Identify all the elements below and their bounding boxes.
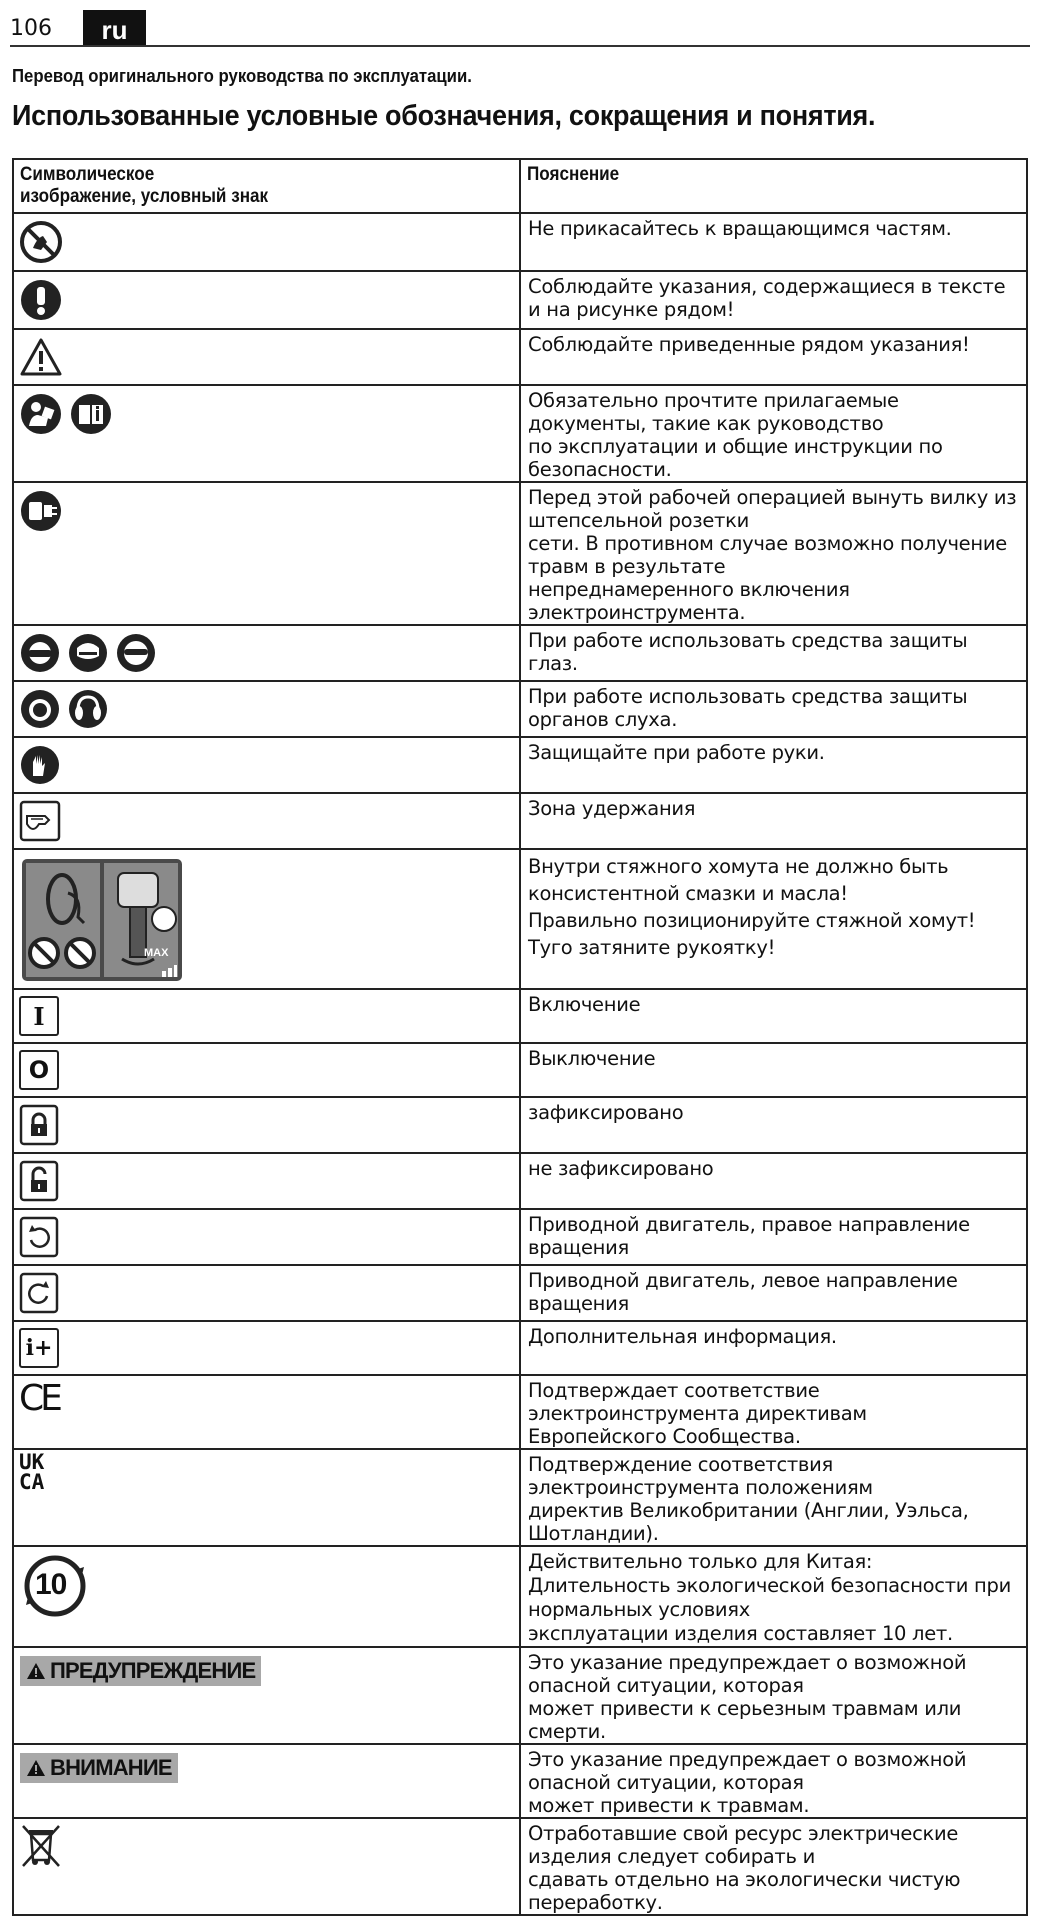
gloves-icon <box>19 744 61 786</box>
read-manual-person-icon <box>19 392 63 436</box>
eye-protection-shield-icon <box>67 632 109 674</box>
header-rule <box>10 45 1030 47</box>
max-label: MAX <box>144 947 169 959</box>
caution-banner: ВНИМАНИЕ <box>20 1753 178 1783</box>
warning-triangle-small-icon <box>26 1662 46 1680</box>
table-row: Приводной двигатель, правое направление вращения <box>13 1209 1027 1265</box>
info-icon: i+ <box>19 1328 59 1368</box>
weee-bin-icon <box>19 1822 63 1868</box>
table-row: Соблюдайте приведенные рядом указания! <box>13 329 1027 385</box>
table-row: Приводной двигатель, левое направление вращения <box>13 1265 1027 1321</box>
language-badge: ru <box>83 10 146 47</box>
table-row: UK CA Подтверждение соответствия электроинструмента положениям директив Великобритании (Англии, Уэльса, Шотландии). <box>13 1449 1027 1546</box>
column-header-explanation: Пояснение <box>520 159 1027 213</box>
column-header-symbol: Символическое изображение, условный знак <box>13 159 520 213</box>
table-row: MAX Внутри стяжного хомута не должно быть консистентной смазки и масла! Правильно позиционируйте стяжной хомут! Туго затяните рукоятку! <box>13 849 1027 989</box>
table-row: Не прикасайтесь к вращающимся частям. <box>13 213 1027 271</box>
symbols-table <box>12 158 1028 1916</box>
warning-banner: ПРЕДУПРЕЖДЕНИЕ <box>20 1656 261 1686</box>
clamp-collar-icon <box>22 859 182 981</box>
read-manual-icon <box>69 392 113 436</box>
table-row: 10 Действительно только для Китая: Длительность экологической безопасности при нормальных условиях эксплуатации изделия составляет 10 лет. <box>13 1546 1027 1647</box>
grip-zone-icon <box>19 800 61 842</box>
eye-protection-goggles-icon <box>19 632 61 674</box>
table-row: ВНИМАНИЕ Это указание предупреждает о возможной опасной ситуации, которая может привести к травмам. <box>13 1744 1027 1818</box>
table-row: Отработавшие свой ресурс электрические изделия следует собирать и сдавать отдельно на экологически чистую переработку. <box>13 1818 1027 1915</box>
table-row: не зафиксировано <box>13 1153 1027 1209</box>
warning-triangle-icon <box>19 336 63 378</box>
table-row: i+ Дополнительная информация. <box>13 1321 1027 1375</box>
document-subtitle: Перевод оригинального руководства по эксплуатации. <box>12 66 472 86</box>
lock-closed-icon <box>19 1104 59 1146</box>
china-10-years-label: 10 <box>35 1568 67 1601</box>
section-title: Использованные условные обозначения, сокращения и понятия. <box>12 100 876 132</box>
rotation-left-icon <box>19 1272 59 1314</box>
table-row: Защищайте при работе руки. <box>13 737 1027 793</box>
eye-protection-glasses-icon <box>115 632 157 674</box>
table-row: Перед этой рабочей операцией вынуть вилку из штепсельной розетки сети. В противном случае возможно получение травм в результате непреднамеренного включения электроинструмента. <box>13 482 1027 625</box>
table-row: Обязательно прочтите прилагаемые документы, такие как руководство по эксплуатации и общие инструкции по безопасности. <box>13 385 1027 482</box>
page-number: 106 <box>10 16 52 41</box>
lock-open-icon <box>19 1160 59 1202</box>
table-row: зафиксировано <box>13 1097 1027 1153</box>
table-row: I Включение <box>13 989 1027 1043</box>
rotation-right-icon <box>19 1216 59 1258</box>
table-row: При работе использовать средства защиты глаз. <box>13 625 1027 681</box>
no-touch-rotating-parts-icon <box>19 220 63 264</box>
hearing-protection-icon <box>19 688 61 730</box>
table-row: Соблюдайте указания, содержащиеся в тексте и на рисунке рядом! <box>13 271 1027 329</box>
switch-on-icon: I <box>19 996 59 1036</box>
table-row: При работе использовать средства защиты органов слуха. <box>13 681 1027 737</box>
switch-off-icon: O <box>19 1050 59 1090</box>
warning-triangle-small-icon <box>26 1759 46 1777</box>
page-header <box>10 10 1030 48</box>
unplug-icon <box>19 489 63 533</box>
table-row: ПРЕДУПРЕЖДЕНИЕ Это указание предупреждает о возможной опасной ситуации, которая может привести к серьезным травмам или смерти. <box>13 1647 1027 1744</box>
ear-muffs-icon <box>67 688 109 730</box>
table-row: CE Подтверждает соответствие электроинструмента директивам Европейского Сообщества. <box>13 1375 1027 1449</box>
table-row: O Выключение <box>13 1043 1027 1097</box>
table-row: Зона удержания <box>13 793 1027 849</box>
mandatory-exclamation-icon <box>19 278 63 322</box>
ce-mark-icon: CE <box>19 1378 59 1419</box>
ukca-mark-icon: UK CA <box>19 1450 45 1494</box>
